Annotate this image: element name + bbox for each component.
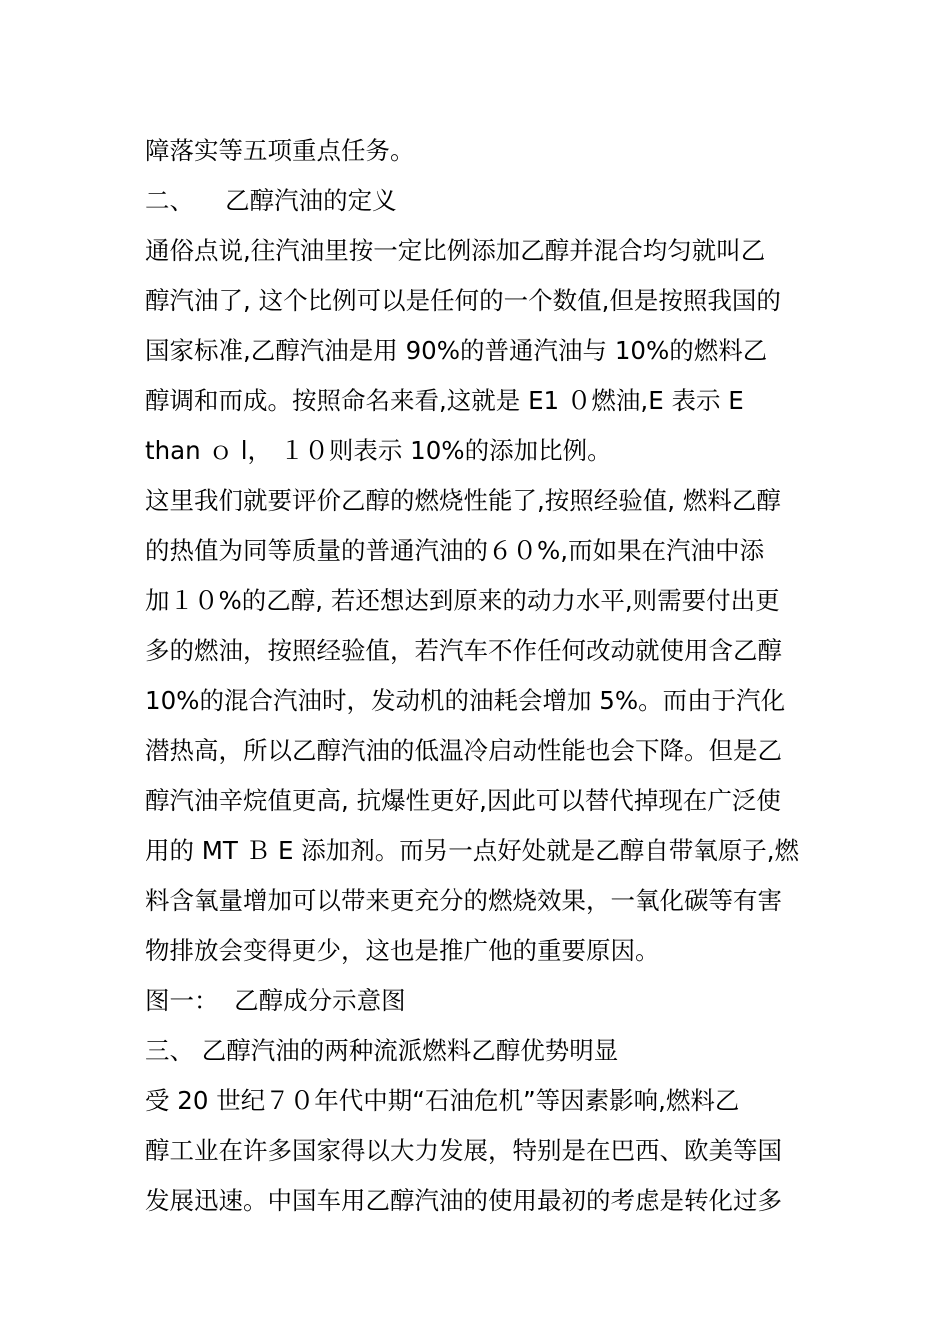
text-line: than ｏ l， １０则表示 10%的添加比例。 [145,436,612,465]
text-line: 10%的混合汽油时，发动机的油耗会增加 5%。而由于汽化 [145,686,786,715]
text-line: 发展迅速。中国车用乙醇汽油的使用最初的考虑是转化过多 [145,1186,782,1215]
text-line: 醇汽油了, 这个比例可以是任何的一个数值,但是按照我国的 [145,286,781,315]
text-line: 加１０%的乙醇, 若还想达到原来的动力水平,则需要付出更 [145,586,780,615]
text-line: 受 20 世纪７０年代中期“石油危机”等因素影响,燃料乙 [145,1086,740,1115]
text-line: 潜热高，所以乙醇汽油的低温冷启动性能也会下降。但是乙 [145,736,782,765]
text-line: 料含氧量增加可以带来更充分的燃烧效果，一氧化碳等有害 [145,886,782,915]
text-line: 物排放会变得更少，这也是推广他的重要原因。 [145,936,660,965]
text-line: 醇调和而成。按照命名来看,这就是 E1 ０燃油,E 表示 E [145,386,744,415]
text-line: 障落实等五项重点任务。 [145,136,415,165]
figure-caption: 图一： 乙醇成分示意图 [145,986,406,1015]
section-heading-2: 二、 乙醇汽油的定义 [145,186,397,215]
text-line: 多的燃油，按照经验值，若汽车不作任何改动就使用含乙醇 [145,636,782,665]
text-line: 通俗点说,往汽油里按一定比例添加乙醇并混合均匀就叫乙 [145,236,766,265]
text-line: 这里我们就要评价乙醇的燃烧性能了,按照经验值, 燃料乙醇 [145,486,781,515]
text-line: 醇汽油辛烷值更高, 抗爆性更好,因此可以替代掉现在广泛使 [145,786,781,815]
text-line: 用的 MT Ｂ E 添加剂。而另一点好处就是乙醇自带氧原子,燃 [145,836,800,865]
text-line: 的热值为同等质量的普通汽油的６０%,而如果在汽油中添 [145,536,765,565]
text-line: 醇工业在许多国家得以大力发展，特别是在巴西、欧美等国 [145,1136,782,1165]
text-line: 国家标准,乙醇汽油是用 90%的普通汽油与 10%的燃料乙 [145,336,768,365]
section-heading-3: 三、 乙醇汽油的两种流派燃料乙醇优势明显 [145,1036,619,1065]
